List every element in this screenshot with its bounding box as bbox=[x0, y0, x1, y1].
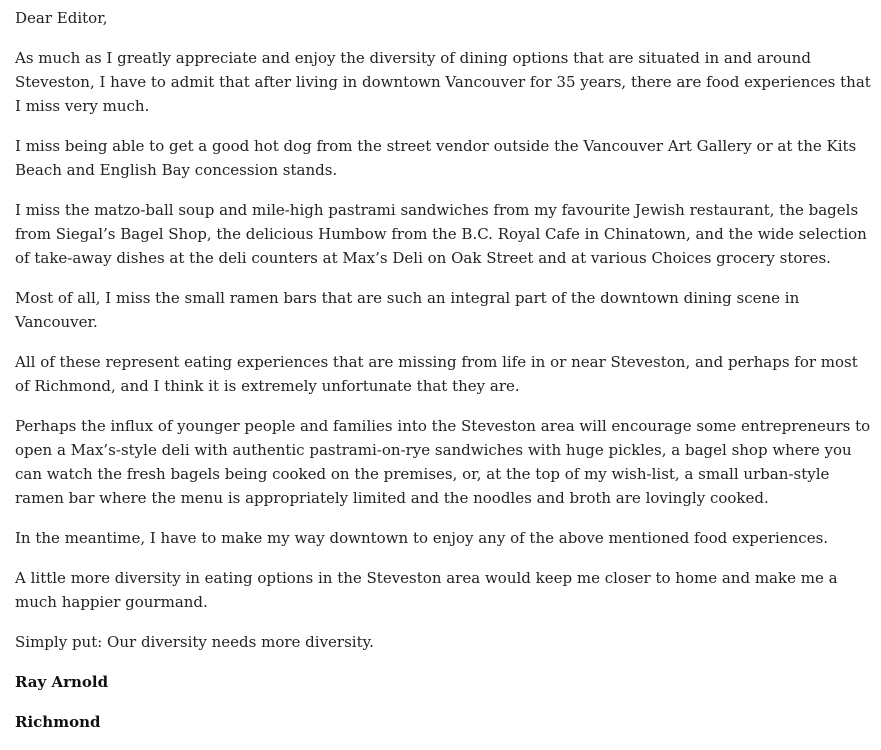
paragraph-2: I miss being able to get a good hot dog from the street vendor outside the Vancouver Art Gallery or at the Kits Beach and English Bay concession stands. bbox=[15, 137, 857, 179]
paragraph-9: Simply put: Our diversity needs more diversity. bbox=[15, 633, 374, 651]
author-location: Richmond bbox=[15, 713, 101, 731]
paragraph-4: Most of all, I miss the small ramen bars that are such an integral part of the downtown dining scene in Vancouver. bbox=[15, 289, 800, 331]
paragraph-8: A little more diversity in eating options in the Steveston area would keep me closer to home and make me a much happier gourmand. bbox=[15, 569, 838, 611]
letter-body bbox=[15, 6, 875, 750]
paragraph-1: As much as I greatly appreciate and enjoy the diversity of dining options that are situated in and around Steveston, I have to admit that after living in downtown Vancouver for 35 years, there are food experiences that I miss very much. bbox=[15, 49, 871, 115]
paragraph-7: In the meantime, I have to make my way downtown to enjoy any of the above mentioned food experiences. bbox=[15, 529, 829, 547]
paragraph-6: Perhaps the influx of younger people and families into the Steveston area will encourage some entrepreneurs to open a Max’s-style deli with authentic pastrami-on-rye sandwiches with huge pickles, a bagel shop where you can watch the fresh bagels being cooked on the premises, or, at the top of my wish-list, a small urban-style ramen bar where the menu is appropriately limited and the noodles and broth are lovingly cooked. bbox=[15, 417, 871, 507]
paragraph-5: All of these represent eating experiences that are missing from life in or near Steveston, and perhaps for most of Richmond, and I think it is extremely unfortunate that they are. bbox=[15, 353, 858, 395]
author-name: Ray Arnold bbox=[15, 673, 109, 691]
paragraph-3: I miss the matzo-ball soup and mile-high pastrami sandwiches from my favourite Jewish restaurant, the bagels from Siegal’s Bagel Shop, the delicious Humbow from the B.C. Royal Cafe in Chinatown, and the wide selection of take-away dishes at the deli counters at Max’s Deli on Oak Street and at various Choices grocery stores. bbox=[15, 201, 867, 267]
salutation: Dear Editor, bbox=[15, 9, 108, 27]
